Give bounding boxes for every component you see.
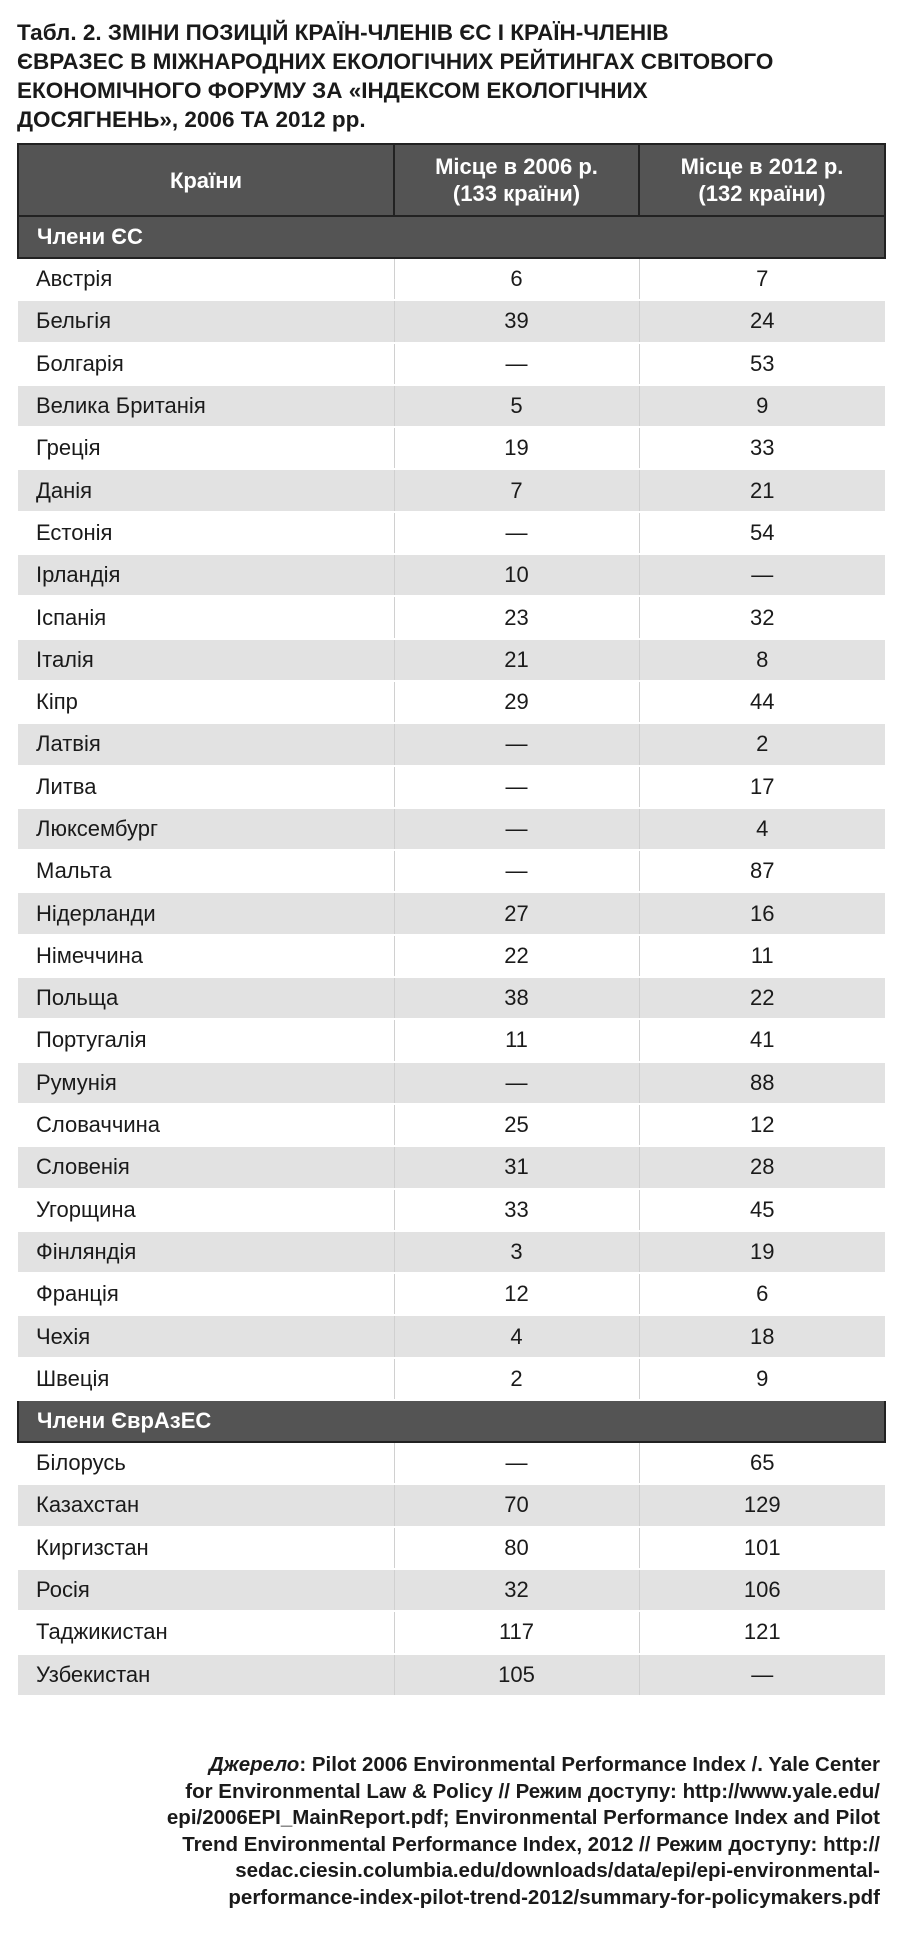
country-name: Нідерланди — [18, 892, 394, 934]
rank-2006: 3 — [394, 1231, 639, 1273]
table-row — [18, 258, 885, 300]
section-row — [18, 1400, 885, 1442]
rank-2012: 7 — [639, 258, 885, 300]
rank-2012: 21 — [639, 469, 885, 511]
table-row — [18, 892, 885, 934]
country-name: Білорусь — [18, 1442, 394, 1484]
country-name: Велика Британія — [18, 385, 394, 427]
table-row — [18, 512, 885, 554]
rank-2006: 4 — [394, 1315, 639, 1357]
country-name: Іспанія — [18, 596, 394, 638]
table-row — [18, 1231, 885, 1273]
country-name: Німеччина — [18, 935, 394, 977]
rank-2012: 4 — [639, 808, 885, 850]
rank-2006: 39 — [394, 300, 639, 342]
country-name: Латвія — [18, 723, 394, 765]
table-row — [18, 469, 885, 511]
table-body — [18, 216, 885, 1696]
rank-2012: 54 — [639, 512, 885, 554]
header-rank-2006: Місце в 2006 р. (133 країни) — [394, 144, 639, 216]
rank-2006: 27 — [394, 892, 639, 934]
table-row — [18, 1358, 885, 1400]
rank-2006: 33 — [394, 1189, 639, 1231]
rank-2006: 80 — [394, 1527, 639, 1569]
rank-2012: 121 — [639, 1611, 885, 1653]
table-row — [18, 639, 885, 681]
country-name: Австрія — [18, 258, 394, 300]
rank-2006: 11 — [394, 1019, 639, 1061]
country-name: Казахстан — [18, 1484, 394, 1526]
rank-2006: — — [394, 1442, 639, 1484]
table-row — [18, 808, 885, 850]
rank-2012: 12 — [639, 1104, 885, 1146]
table-row — [18, 385, 885, 427]
rank-2012: 24 — [639, 300, 885, 342]
source-text: : Pilot 2006 Environmental Performance Index /. Yale Center for Environmental Law & Policy // Режим доступу: http://www.yale.edu/ epi/2006EPI_MainReport.pdf; Environmental Performance Index and Pilot Trend Environmental Performance Index, 2012 // Режим доступу: http:// sedac.ciesin.columbia.edu/downloads/data/epi/epi-environmental- performance-index-pilot-trend-2012/summary-for-policymakers.pdf — [166, 1753, 880, 1909]
header-rank-2012: Місце в 2012 р. (132 країни) — [639, 144, 885, 216]
country-name: Ірландія — [18, 554, 394, 596]
rank-2012: 33 — [639, 427, 885, 469]
rank-2012: 9 — [639, 1358, 885, 1400]
rank-2006: — — [394, 512, 639, 554]
rank-2006: 6 — [394, 258, 639, 300]
country-name: Болгарія — [18, 343, 394, 385]
rank-2006: 10 — [394, 554, 639, 596]
rank-2006: — — [394, 850, 639, 892]
country-name: Греція — [18, 427, 394, 469]
rank-2006: 38 — [394, 977, 639, 1019]
rank-2006: 21 — [394, 639, 639, 681]
rank-2012: 32 — [639, 596, 885, 638]
country-name: Польща — [18, 977, 394, 1019]
country-name: Угорщина — [18, 1189, 394, 1231]
section-title: Члени ЄС — [18, 216, 885, 258]
country-name: Литва — [18, 766, 394, 808]
country-name: Данія — [18, 469, 394, 511]
table-row — [18, 1484, 885, 1526]
rank-2006: 25 — [394, 1104, 639, 1146]
table-row — [18, 681, 885, 723]
country-name: Бельгія — [18, 300, 394, 342]
rank-2012: 44 — [639, 681, 885, 723]
table-row — [18, 977, 885, 1019]
table-row — [18, 300, 885, 342]
rank-2012: 17 — [639, 766, 885, 808]
table-title: ЗМІНИ ПОЗИЦІЙ КРАЇН-ЧЛЕНІВ ЄС І КРАЇН-ЧЛЕНІВ ЄВРАЗЕС В МІЖНАРОДНИХ ЕКОЛОГІЧНИХ РЕЙТИНГАХ СВІТОВОГО ЕКОНОМІЧНОГО ФОРУМУ ЗА «ІНДЕКСОМ ЕКОЛОГІЧНИХ ДОСЯГНЕНЬ», 2006 ТА 2012 рр. — [17, 20, 774, 132]
table-row — [18, 1146, 885, 1188]
rank-2012: — — [639, 554, 885, 596]
rank-2012: 6 — [639, 1273, 885, 1315]
rank-2006: 32 — [394, 1569, 639, 1611]
rank-2012: 11 — [639, 935, 885, 977]
source-label: Джерело — [208, 1753, 300, 1776]
rank-2006: 31 — [394, 1146, 639, 1188]
rank-2006: — — [394, 1062, 639, 1104]
rank-2012: 65 — [639, 1442, 885, 1484]
rank-2012: 16 — [639, 892, 885, 934]
table-row — [18, 343, 885, 385]
table-row — [18, 935, 885, 977]
rank-2012: 101 — [639, 1527, 885, 1569]
table-row — [18, 766, 885, 808]
table-row — [18, 1189, 885, 1231]
country-name: Узбекистан — [18, 1654, 394, 1696]
country-name: Чехія — [18, 1315, 394, 1357]
table-row — [18, 596, 885, 638]
table-row — [18, 1569, 885, 1611]
rank-2012: 87 — [639, 850, 885, 892]
rank-2006: 117 — [394, 1611, 639, 1653]
table-row — [18, 1104, 885, 1146]
table-row — [18, 554, 885, 596]
country-name: Швеція — [18, 1358, 394, 1400]
country-name: Естонія — [18, 512, 394, 554]
country-name: Мальта — [18, 850, 394, 892]
table-row — [18, 1654, 885, 1696]
header-countries: Країни — [18, 144, 394, 216]
source-note — [60, 1752, 880, 1911]
rank-2012: 41 — [639, 1019, 885, 1061]
country-name: Кіпр — [18, 681, 394, 723]
country-name: Словаччина — [18, 1104, 394, 1146]
rank-2006: — — [394, 343, 639, 385]
country-name: Словенія — [18, 1146, 394, 1188]
rank-2012: 88 — [639, 1062, 885, 1104]
rank-2012: 53 — [639, 343, 885, 385]
rank-2012: 106 — [639, 1569, 885, 1611]
table-row — [18, 1315, 885, 1357]
rank-2006: 12 — [394, 1273, 639, 1315]
rank-2012: 2 — [639, 723, 885, 765]
rank-2012: 19 — [639, 1231, 885, 1273]
rank-2006: 70 — [394, 1484, 639, 1526]
rank-2006: 29 — [394, 681, 639, 723]
section-row — [18, 216, 885, 258]
rank-2006: — — [394, 808, 639, 850]
rank-2012: 18 — [639, 1315, 885, 1357]
table-row — [18, 723, 885, 765]
rankings-table — [17, 143, 886, 1697]
table-row — [18, 427, 885, 469]
rank-2006: 22 — [394, 935, 639, 977]
rank-2006: — — [394, 723, 639, 765]
table-header-row — [18, 144, 885, 216]
table-row — [18, 1019, 885, 1061]
country-name: Франція — [18, 1273, 394, 1315]
country-name: Фінляндія — [18, 1231, 394, 1273]
rank-2012: 129 — [639, 1484, 885, 1526]
rank-2006: 5 — [394, 385, 639, 427]
rank-2012: — — [639, 1654, 885, 1696]
table-row — [18, 1527, 885, 1569]
table-number: Табл. 2. — [17, 20, 102, 45]
rank-2012: 22 — [639, 977, 885, 1019]
table-caption — [17, 18, 887, 134]
country-name: Таджикистан — [18, 1611, 394, 1653]
country-name: Росія — [18, 1569, 394, 1611]
rank-2012: 9 — [639, 385, 885, 427]
country-name: Румунія — [18, 1062, 394, 1104]
rank-2006: 2 — [394, 1358, 639, 1400]
country-name: Люксембург — [18, 808, 394, 850]
country-name: Італія — [18, 639, 394, 681]
rank-2006: 105 — [394, 1654, 639, 1696]
rank-2006: — — [394, 766, 639, 808]
rank-2006: 7 — [394, 469, 639, 511]
table-row — [18, 1273, 885, 1315]
table-row — [18, 1611, 885, 1653]
table-row — [18, 1442, 885, 1484]
country-name: Киргизстан — [18, 1527, 394, 1569]
rank-2006: 19 — [394, 427, 639, 469]
rank-2012: 28 — [639, 1146, 885, 1188]
section-title: Члени ЄврАзЕС — [18, 1400, 885, 1442]
table-row — [18, 1062, 885, 1104]
rank-2006: 23 — [394, 596, 639, 638]
table-row — [18, 850, 885, 892]
rank-2012: 45 — [639, 1189, 885, 1231]
rank-2012: 8 — [639, 639, 885, 681]
country-name: Португалія — [18, 1019, 394, 1061]
